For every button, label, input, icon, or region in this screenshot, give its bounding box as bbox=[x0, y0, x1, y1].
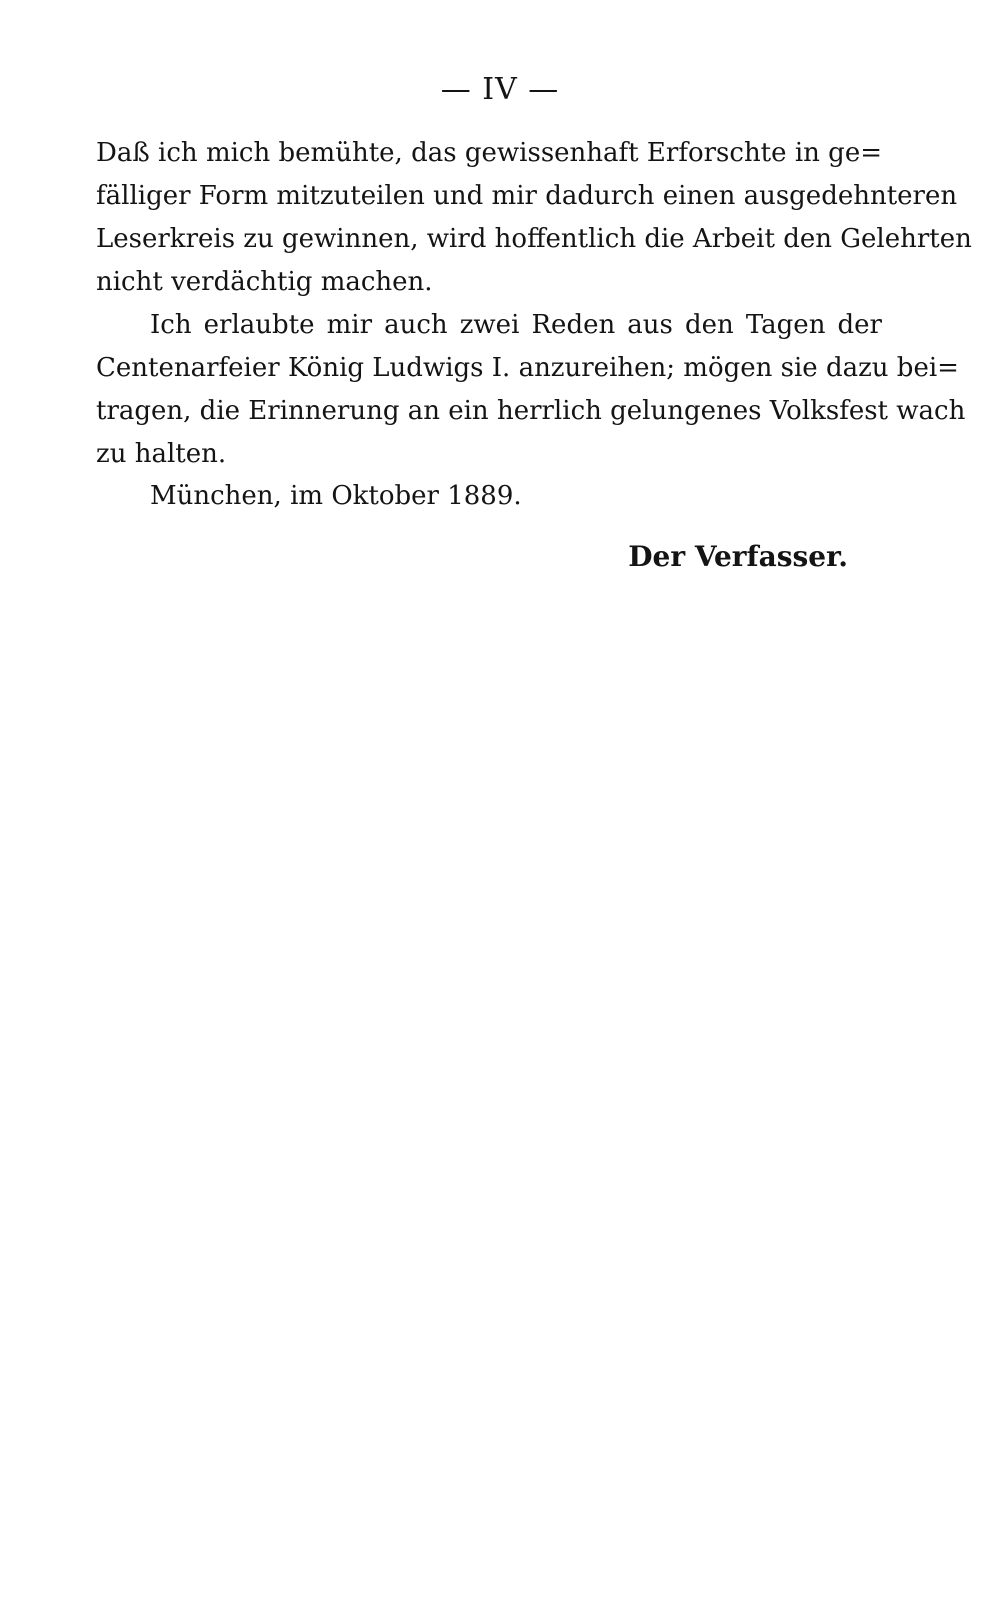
paragraph-2-line-3: tragen, die Erinnerung an ein herrlich gelungenes Volksfest wach bbox=[96, 396, 966, 426]
paragraph-2-line-1: Ich erlaubte mir auch zwei Reden aus den Tagen der bbox=[150, 310, 882, 340]
signature: Der Verfasser. bbox=[628, 540, 848, 573]
paragraph-1-line-3: Leserkreis zu gewinnen, wird hoffentlich die Arbeit den Gelehrten bbox=[96, 224, 972, 254]
paragraph-1-line-2: fälliger Form mitzuteilen und mir dadurch einen ausgedehnteren bbox=[96, 181, 958, 211]
paragraph-1-line-4: nicht verdächtig machen. bbox=[96, 267, 433, 297]
paragraph-1-line-1: Daß ich mich bemühte, das gewissenhaft Erforschte in ge= bbox=[96, 138, 882, 168]
paragraph-2-line-2: Centenarfeier König Ludwigs I. anzureihen; mögen sie dazu bei= bbox=[96, 353, 959, 383]
body-text bbox=[96, 132, 972, 476]
paragraph-2-line-4: zu halten. bbox=[96, 439, 227, 469]
page-number: — IV — bbox=[440, 72, 560, 107]
dateline: München, im Oktober 1889. bbox=[150, 481, 522, 511]
